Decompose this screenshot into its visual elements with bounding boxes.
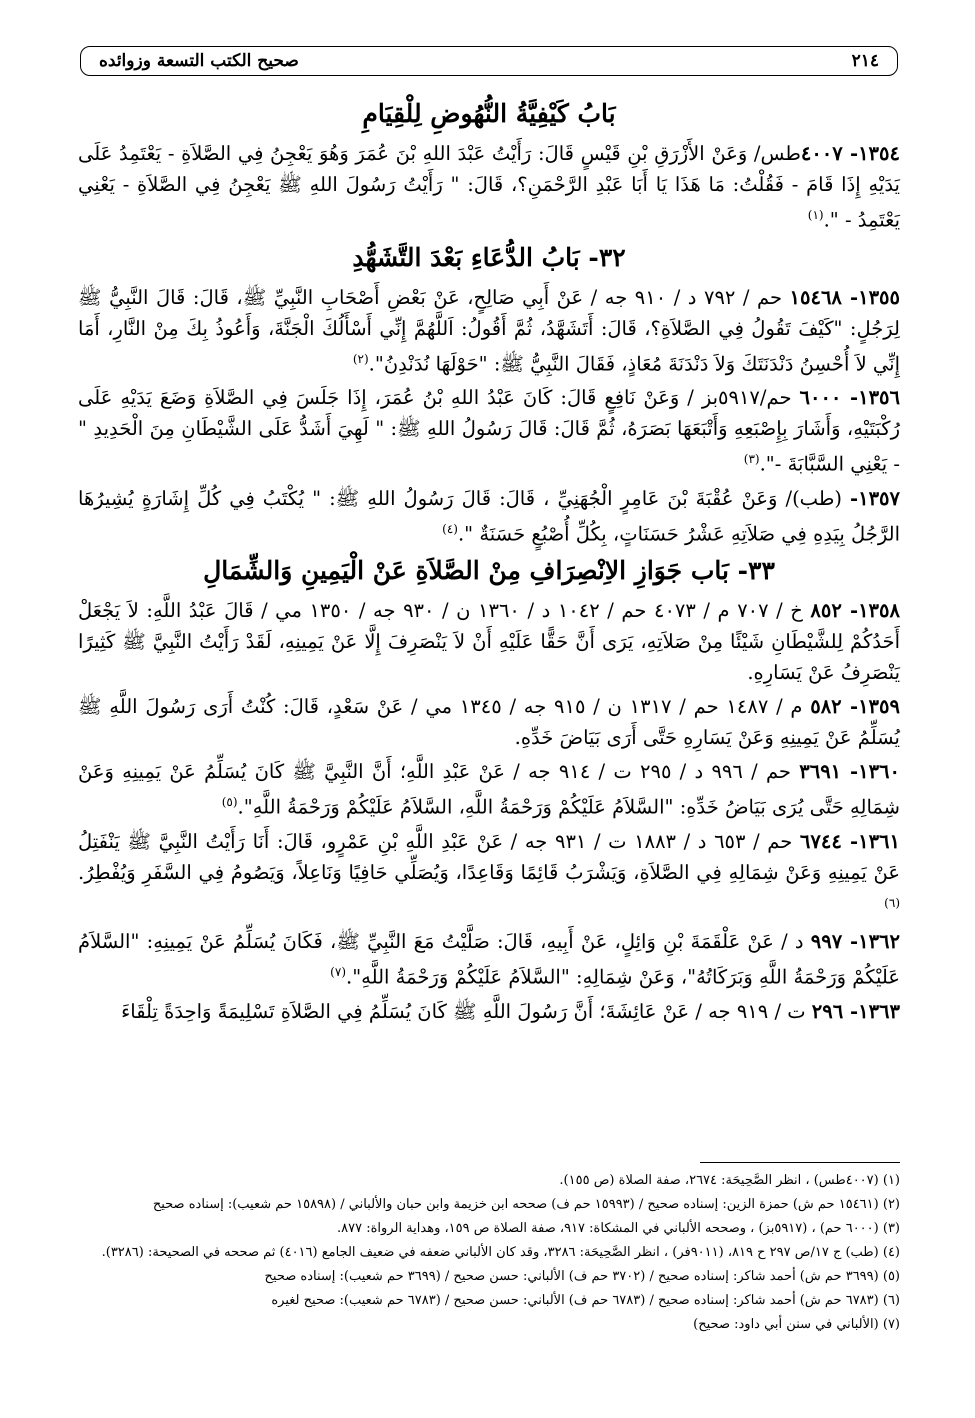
hadith-number: ١٣٥٤- ٤٠٠٧	[800, 142, 900, 165]
hadith-entry	[78, 691, 900, 753]
footnote-ref: (٧)	[330, 965, 346, 979]
footnote: (٥) (٣٦٩٩ حم ش) أحمد شاكر: إسناده صحيح / (٣٧٠٢ حم ف) الألباني: حسن صحيح / (٣٦٩٩ حم شعيب): إسناده صحيح	[264, 1269, 900, 1284]
hadith-number: ١٣٦٢- ٩٩٧	[810, 930, 900, 953]
hadith-number: ١٣٥٧-	[850, 486, 900, 510]
footnote: (٢) (١٥٤٦١ حم ش) حمزة الزين: إسناده صحيح / (١٥٩٩٣ حم ف) صححه ابن خزيمة وابن حبان والألباني / (١٥٨٩٨ حم شعيب): إسناده صحيح	[152, 1197, 900, 1212]
footnote: (٣) (٦٠٠٠ حم) ، (٥٩١٧بز) ، وصححه الألباني في المشكاة: ٩١٧، صفة الصلاة ص ١٥٩، وهداية الرواة: ٨٧٧.	[337, 1221, 900, 1236]
footnote-ref: (٥)	[221, 795, 238, 809]
hadith-number: ١٣٥٦- ٦٠٠٠	[799, 386, 900, 409]
hadith-entry	[78, 382, 900, 480]
hadith-entry	[78, 138, 900, 236]
page-number: ٢١٤	[851, 51, 879, 71]
hadith-entry	[78, 756, 900, 823]
hadith-text: د / عَنْ عَلْقَمَةَ بْنِ وَائِلٍ، عَنْ أَبِيهِ، قَالَ: صَلَّيْتُ مَعَ النَّبِيِّ ﷺ، فَكَانَ يُسَلِّمُ عَنْ يَمِينِهِ: "السَّلاَمُ عَلَيْكُمْ وَرَحْمَةُ اللَّهِ وَبَرَكَاتُهُ"، وَعَنْ شِمَالِهِ: "السَّلاَمُ عَلَيْكُمْ وَرَحْمَةُ اللَّهِ".	[78, 930, 900, 989]
footnote-divider	[700, 1162, 900, 1163]
footnote: (٤) (طب) ج ١٧/ص ٢٩٧ ح ٨١٩، (٩٠١١فر) ، انظر الصَّحِيحَة: ٣٢٨٦، وقد كان الألباني ضعفه في ضعيف الجامع (٤٠١٦) ثم صححه في الصحيحة: (٣٢٨٦).	[101, 1245, 900, 1260]
hadith-text: خ / ٧٠٧ م / ٤٠٧٣ حم / ١٠٤٢ د / ١٣٦٠ ن / ٩٣٠ جه / ١٣٥٠ مي / قَالَ عَبْدُ اللَّهِ: لاَ يَجْعَلْ أَحَدُكُمْ لِلشَّيْطَانِ شَيْئًا مِنْ صَلاَتِهِ، يَرَى أَنَّ حَقًّا عَلَيْهِ أَنْ لاَ يَنْصَرِفَ إِلَّا عَنْ يَمِينِهِ، لَقَدْ رَأَيْتُ النَّبِيَّ ﷺ كَثِيرًا يَنْصَرِفُ عَنْ يَسَارِهِ.	[78, 599, 900, 684]
footnote: (١) (٤٠٠٧طس) ، انظر الصَّحِيحَة: ٢٦٧٤، صفة الصلاة (ص ١٥٥).	[559, 1173, 900, 1188]
hadith-number: ١٣٦١- ٦٧٤٤	[799, 829, 900, 853]
hadith-number: ١٣٥٩- ٥٨٢	[810, 695, 900, 718]
hadith-entry	[78, 282, 900, 380]
hadith-text: (طب)/ وَعَنْ عُقْبَةَ بْنَ عَامِرٍ الْجُهَنِيِّ ، قَالَ: قَالَ رَسُولُ اللهِ ﷺ: " يُكْتَبُ فِي كُلِّ إِشَارَةٍ يُشِيرُهَا الرَّجُلُ بِيَدِهِ فِي صَلاَتِهِ عَشْرُ حَسَنَاتٍ، بِكُلِّ أُصْبُعٍ حَسَنَةٌ ".	[78, 486, 900, 545]
footnote-ref: (٣)	[743, 452, 760, 466]
hadith-number: ١٣٦٠- ٣٦٩١	[799, 760, 901, 783]
hadith-entry	[78, 595, 900, 688]
section-title: بَابُ كَيْفِيَّةُ النُّهُوضِ لِلْقِيَامِ	[362, 99, 616, 128]
footnote-ref: (٢)	[352, 351, 369, 366]
footnote-ref: (٦)	[884, 895, 900, 910]
hadith-entry	[78, 926, 900, 993]
hadith-number: ١٣٥٥- ١٥٤٦٨	[789, 285, 901, 309]
hadith-text: حم/٥٩١٧بز / وَعَنْ نَافِعٍ قَالَ: كَانَ عَبْدُ اللهِ بْنُ عُمَرَ، إِذَا جَلَسَ فِي الصَّلاَةِ وَضَعَ يَدَيْهِ عَلَى رُكْبَتَيْهِ، وَأَشَارَ بِإِصْبَعِهِ وَأَتْبَعَهَا بَصَرَهُ، ثُمَّ قَالَ: قَالَ رَسُولُ اللهِ ﷺ: " لَهِيَ أَشَدُّ عَلَى الشَّيْطَانِ مِنَ الْحَدِيدِ " - يَعْنِي السَّبَّابَةَ -".	[78, 386, 900, 476]
hadith-entry	[78, 996, 900, 1027]
hadith-number: ١٣٦٣- ٢٩٦	[811, 999, 900, 1023]
footnote-ref: (١)	[807, 208, 824, 222]
hadith-text: حم / ٩٩٦ د / ٢٩٥ ت / ٩١٤ جه / عَنْ عَبْدِ اللَّهِ؛ أَنَّ النَّبِيَّ ﷺ كَانَ يُسَلِّمُ عَنْ يَمِينِهِ وَعَنْ شِمَالِهِ حَتَّى يُرَى بَيَاضُ خَدِّهِ: "السَّلاَمُ عَلَيْكُمْ وَرَحْمَةُ اللَّهِ، السَّلاَمُ عَلَيْكُمْ وَرَحْمَةُ اللَّهِ".	[78, 760, 900, 819]
footnote-ref: (٤)	[442, 521, 458, 536]
hadith-text: م / ١٤٨٧ حم / ١٣١٧ ن / ٩١٥ جه / ١٣٤٥ مي / عَنْ سَعْدٍ، قَالَ: كُنْتُ أَرَى رَسُولَ اللَّهِ ﷺ يُسَلِّمُ عَنْ يَمِينِهِ وَعَنْ يَسَارِهِ حَتَّى أَرَى بَيَاضَ خَدِّهِ.	[78, 695, 900, 749]
book-title: صحيح الكتب التسعة وزوائده	[99, 51, 299, 71]
hadith-text: طس/ وَعَنْ الأَزْرَقِ بْنِ قَيْسٍ قَالَ: رَأَيْتُ عَبْدَ اللهِ بْنَ عُمَرَ وَهُوَ يَعْجِنُ فِي الصَّلاَةِ - يَعْتَمِدُ عَلَى يَدَيْهِ إِذَا قَامَ - فَقُلْتُ: مَا هَذَا يَا أَبَا عَبْدِ الرَّحْمَنِ؟، قَالَ: " رَأَيْتُ رَسُولَ اللهِ ﷺ يَعْجِنُ فِي الصَّلاَةِ - يَعْنِي يَعْتَمِدُ - ".	[78, 142, 900, 232]
hadith-entry	[78, 826, 900, 924]
footnote: (٧) (الألباني في سنن أبي داود: صحيح)	[693, 1317, 900, 1332]
hadith-entry	[78, 483, 900, 550]
hadith-text: حم / ٧٩٢ د / ٩١٠ جه / عَنْ أَبِي صَالِحٍ، عَنْ بَعْضِ أَصْحَابِ النَّبِيِّ ﷺ، قَالَ: قَالَ النَّبِيُّ ﷺ لِرَجُلٍ: "كَيْفَ تَقُولُ فِي الصَّلاَةِ؟، قَالَ: أَتَشَهَّدُ، ثُمَّ أَقُولُ: اَللَّهُمَّ إِنِّي أَسْأَلُكَ الْجَنَّةَ، وَأَعُوذُ بِكَ مِنْ النَّارِ، أَمَا إِنِّي لاَ أُحْسِنُ دَنْدَنَتَكَ وَلاَ دَنْدَنَةَ مُعَاذٍ، فَقَالَ النَّبِيُّ ﷺ: "حَوْلَهَا نُدَنْدِنُ".	[78, 285, 900, 375]
footnotes	[78, 1162, 900, 1337]
page-header	[80, 46, 898, 76]
section-title: ٣٢- بَابُ الدُّعَاءِ بَعْدَ التَّشَهُّدِ	[352, 242, 626, 272]
hadith-text: حم / ٦٥٣ د / ١٨٨٣ ت / ٩٣١ جه / عَنْ عَبْدِ اللَّهِ بْنِ عَمْرٍو، قَالَ: أَنَا رَأَيْتُ النَّبِيَّ ﷺ يَنْفَتِلُ عَنْ يَمِينِهِ وَعَنْ شِمَالِهِ فِي الصَّلاَةِ، وَيَشْرَبُ قَائِمًا وَقَاعِدًا، وَيُصَلِّي حَافِيًا وَنَاعِلاً، وَيَصُومُ فِي السَّفَرِ وَيُفْطِرُ.	[78, 829, 900, 884]
section-title: ٣٣- بَاب جَوَازِ الاِنْصِرَافِ مِنْ الصَّلاَةِ عَنْ الْيَمِينِ وَالشِّمَالِ	[203, 556, 775, 585]
hadith-number: ١٣٥٨- ٨٥٢	[810, 599, 900, 622]
main-content	[78, 92, 900, 1030]
hadith-text: ت / ٩١٩ جه / عَنْ عَائِشَةَ؛ أَنَّ رَسُولَ اللَّهِ ﷺ كَانَ يُسَلِّمُ فِي الصَّلاَةِ تَسْلِيمَةً وَاحِدَةً تِلْقَاءَ	[121, 999, 812, 1023]
footnote: (٦) (٦٧٨٣ حم ش) أحمد شاكر: إسناده صحيح / (٦٧٨٣ حم ف) الألباني: حسن صحيح / (٦٧٨٣ حم شعيب): صحيح لغيره	[271, 1293, 900, 1308]
